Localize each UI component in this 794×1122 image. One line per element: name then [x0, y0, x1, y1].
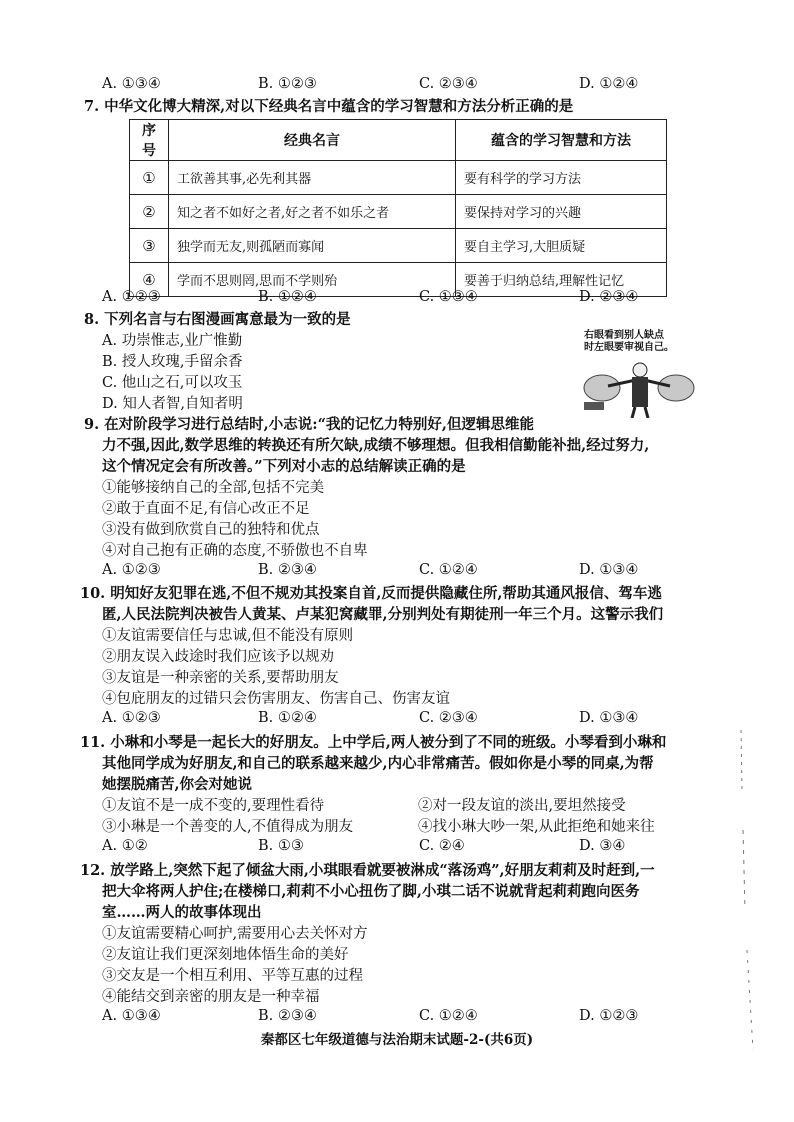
q6-option-a: A. ①③④	[102, 76, 161, 92]
q10-item: ②朋友误入歧途时我们应该予以规劝	[102, 649, 334, 665]
q6-option-c: C. ②③④	[419, 76, 478, 92]
q11-item: ④找小琳大吵一架,从此拒绝和她来往	[418, 819, 655, 835]
page-footer: 秦都区七年级道德与法治期末试题-2-(共6页)	[260, 1032, 534, 1048]
q12-stem-line: 室……两人的故事体现出	[102, 904, 262, 921]
q10-item: ①友谊需要信任与忠诚,但不能没有原则	[102, 628, 354, 644]
q12-item: ①友谊需要精心呵护,需要用心去关怀对方	[102, 926, 368, 942]
q12-item: ③交友是一个相互利用、平等互惠的过程	[102, 968, 363, 984]
q10-option-b: B. ①②④	[258, 710, 317, 726]
q12-item: ④能结交到亲密的朋友是一种幸福	[102, 989, 320, 1005]
q10-stem-line: 匿,人民法院判决被告人黄某、卢某犯窝藏罪,分别判处有期徒刑一年三个月。这警示我们	[102, 606, 664, 623]
table-header-row	[130, 120, 667, 161]
q9-item: ①能够接纳自己的全部,包括不完美	[102, 480, 325, 496]
header-method: 蕴含的学习智慧和方法	[456, 120, 667, 161]
q11-option-a: A. ①②	[102, 838, 148, 854]
q11-stem-line: 她摆脱痛苦,你会对她说	[102, 776, 253, 793]
q8-choice-a: A. 功崇惟志,业广惟勤	[102, 333, 243, 349]
q11-item: ①友谊不是一成不变的,要理性看待	[102, 798, 325, 814]
scan-edge-marks	[733, 720, 763, 1060]
row-num: ③	[130, 229, 169, 263]
row-num: ④	[130, 263, 169, 297]
q12-item: ②友谊让我们更深刻地体悟生命的美好	[102, 947, 349, 963]
row-num: ②	[130, 195, 169, 229]
q10-stem-line: 10. 明知好友犯罪在逃,不但不规劝其投案自首,反而提供隐藏住所,帮助其通风报信、驾车逃	[80, 585, 662, 602]
q11-item: ③小琳是一个善变的人,不值得成为朋友	[102, 819, 354, 835]
q10-item: ③友谊是一种亲密的关系,要帮助朋友	[102, 670, 339, 686]
q12-option-a: A. ①③④	[102, 1008, 161, 1024]
row-num: ①	[130, 161, 169, 195]
cartoon-caption-line: 右眼看到别人缺点	[584, 330, 664, 341]
q12-stem-line: 把大伞将两人护住;在楼梯口,莉莉不小心扭伤了脚,小琪二话不说就背起莉莉跑向医务	[102, 883, 640, 900]
q11-option-b: B. ①③	[258, 838, 304, 854]
q10-option-c: C. ②③④	[419, 710, 478, 726]
q7-option-d: D. ②③④	[579, 289, 639, 305]
quotes-table	[129, 119, 667, 297]
table-row	[130, 161, 667, 195]
row-method: 要善于归纳总结,理解性记忆	[456, 263, 667, 297]
q9-stem-line: 9. 在对阶段学习进行总结时,小志说:“我的记忆力特别好,但逻辑思维能	[84, 416, 534, 433]
q12-option-d: D. ①②③	[579, 1008, 639, 1024]
q9-item: ③没有做到欣赏自己的独特和优点	[102, 522, 320, 538]
q8-choice-b: B. 授人玫瑰,手留余香	[102, 354, 243, 370]
q11-stem-line: 其他同学成为好朋友,和自己的联系越来越少,内心非常痛苦。假如你是小琴的同桌,为帮	[102, 755, 654, 772]
q11-item: ②对一段友谊的淡出,要坦然接受	[418, 798, 626, 814]
row-method: 要有科学的学习方法	[456, 161, 667, 195]
cartoon-illustration	[584, 330, 702, 410]
q7-stem: 7. 中华文化博大精深,对以下经典名言中蕴含的学习智慧和方法分析正确的是	[84, 98, 574, 115]
q9-options	[102, 562, 662, 582]
row-quote: 独学而无友,则孤陋而寡闻	[169, 229, 456, 263]
q7-option-b: B. ①②④	[258, 289, 317, 305]
row-method: 要自主学习,大胆质疑	[456, 229, 667, 263]
q8-choice-c: C. 他山之石,可以攻玉	[102, 375, 243, 391]
q11-options	[102, 838, 662, 858]
q10-item: ④包庇朋友的过错只会伤害朋友、伤害自己、伤害友谊	[102, 691, 450, 707]
q12-options	[102, 1008, 662, 1028]
q12-stem-line: 12. 放学路上,突然下起了倾盆大雨,小琪眼看就要被淋成“落汤鸡”,好朋友莉莉及时赶到,一	[80, 862, 655, 879]
q6-option-b: B. ①②③	[258, 76, 317, 92]
q9-stem-line: 力不强,因此,数学思维的转换还有所欠缺,成绩不够理想。但我相信勤能补拙,经过努力,	[102, 437, 650, 454]
q9-stem-line: 这个情况定会有所改善。”下列对小志的总结解读正确的是	[102, 458, 466, 475]
row-quote: 工欲善其事,必先利其器	[169, 161, 456, 195]
table-row	[130, 195, 667, 229]
header-num: 序号	[130, 120, 169, 161]
q9-item: ②敢于直面不足,有信心改正不足	[102, 501, 310, 517]
q11-option-d: D. ③④	[579, 838, 626, 854]
row-method: 要保持对学习的兴趣	[456, 195, 667, 229]
q10-option-a: A. ①②③	[102, 710, 161, 726]
q8-stem: 8. 下列名言与右图漫画寓意最为一致的是	[84, 311, 351, 328]
q6-options	[102, 76, 662, 96]
header-quote: 经典名言	[169, 120, 456, 161]
q9-option-d: D. ①③④	[579, 562, 639, 578]
q10-options	[102, 710, 662, 730]
cartoon-caption	[584, 330, 704, 354]
q11-option-c: C. ②④	[419, 838, 465, 854]
row-quote: 知之者不如好之者,好之者不如乐之者	[169, 195, 456, 229]
q12-option-c: C. ①②④	[419, 1008, 478, 1024]
q7-option-c: C. ①③④	[419, 289, 478, 305]
q9-item: ④对自己抱有正确的态度,不骄傲也不自卑	[102, 543, 368, 559]
q9-option-b: B. ②③④	[258, 562, 317, 578]
q10-option-d: D. ①③④	[579, 710, 639, 726]
q11-stem-line: 11. 小琳和小琴是一起长大的好朋友。上中学后,两人被分到了不同的班级。小琴看到小琳和	[80, 734, 667, 751]
table-row	[130, 229, 667, 263]
q7-options	[102, 289, 662, 309]
cartoon-figure-icon	[580, 358, 700, 418]
q7-option-a: A. ①②③	[102, 289, 161, 305]
q6-option-d: D. ①②④	[579, 76, 639, 92]
row-quote: 学而不思则罔,思而不学则殆	[169, 263, 456, 297]
q9-option-a: A. ①②③	[102, 562, 161, 578]
q12-option-b: B. ②③④	[258, 1008, 317, 1024]
cartoon-caption-line: 时左眼要审视自己。	[584, 342, 674, 353]
q8-choice-d: D. 知人者智,自知者明	[102, 396, 243, 412]
q9-option-c: C. ①②④	[419, 562, 478, 578]
